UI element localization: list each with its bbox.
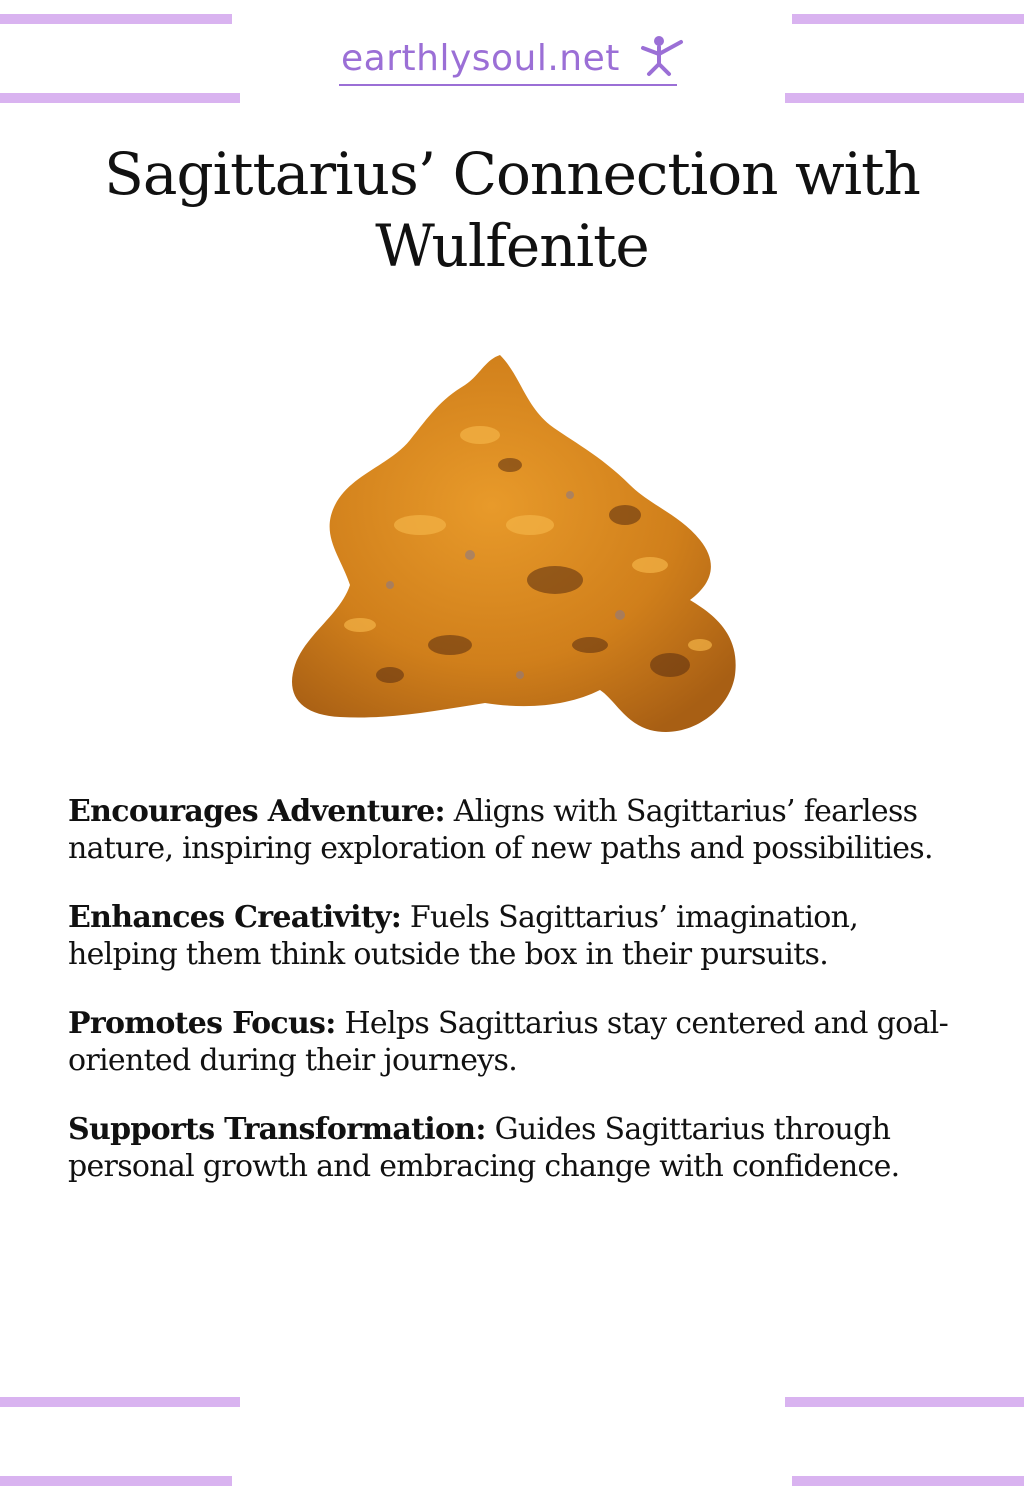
decor-bar-bottom-right-1 (785, 1397, 1024, 1407)
feature-list (68, 793, 968, 1217)
feature-label: Promotes Focus: (68, 1006, 336, 1041)
feature-label: Enhances Creativity: (68, 900, 402, 935)
decor-bar-top-right-1 (792, 14, 1024, 24)
feature-text: Fuels Sagittarius’ imagination, helping them think outside the box in their pursuits. (68, 900, 859, 972)
page-title: Sagittarius’ Connection with Wulfenite (104, 140, 920, 280)
feature-text: Guides Sagittarius through personal growth and embracing change with confidence. (68, 1112, 900, 1184)
decor-bar-top-left-2 (0, 93, 240, 103)
feature-item-transformation (68, 1111, 968, 1185)
decor-bar-top-left-1 (0, 14, 232, 24)
wulfenite-crystal-image (270, 345, 760, 745)
site-logo-link[interactable] (337, 30, 687, 94)
decor-bar-bottom-right-2 (792, 1476, 1024, 1486)
feature-label: Supports Transformation: (68, 1112, 486, 1147)
feature-text: Aligns with Sagittarius’ fearless nature, inspiring exploration of new paths and possibilities. (68, 794, 933, 866)
logo-underline (339, 84, 677, 86)
feature-item-creativity (68, 899, 968, 973)
meditating-figure-icon (637, 34, 685, 78)
feature-item-adventure (68, 793, 968, 867)
logo-text: earthlysoul.net (341, 38, 620, 79)
feature-item-focus (68, 1005, 968, 1079)
decor-bar-bottom-left-1 (0, 1397, 240, 1407)
feature-text: Helps Sagittarius stay centered and goal-oriented during their journeys. (68, 1006, 949, 1078)
feature-label: Encourages Adventure: (68, 794, 445, 829)
decor-bar-bottom-left-2 (0, 1476, 232, 1486)
decor-bar-top-right-2 (785, 93, 1024, 103)
